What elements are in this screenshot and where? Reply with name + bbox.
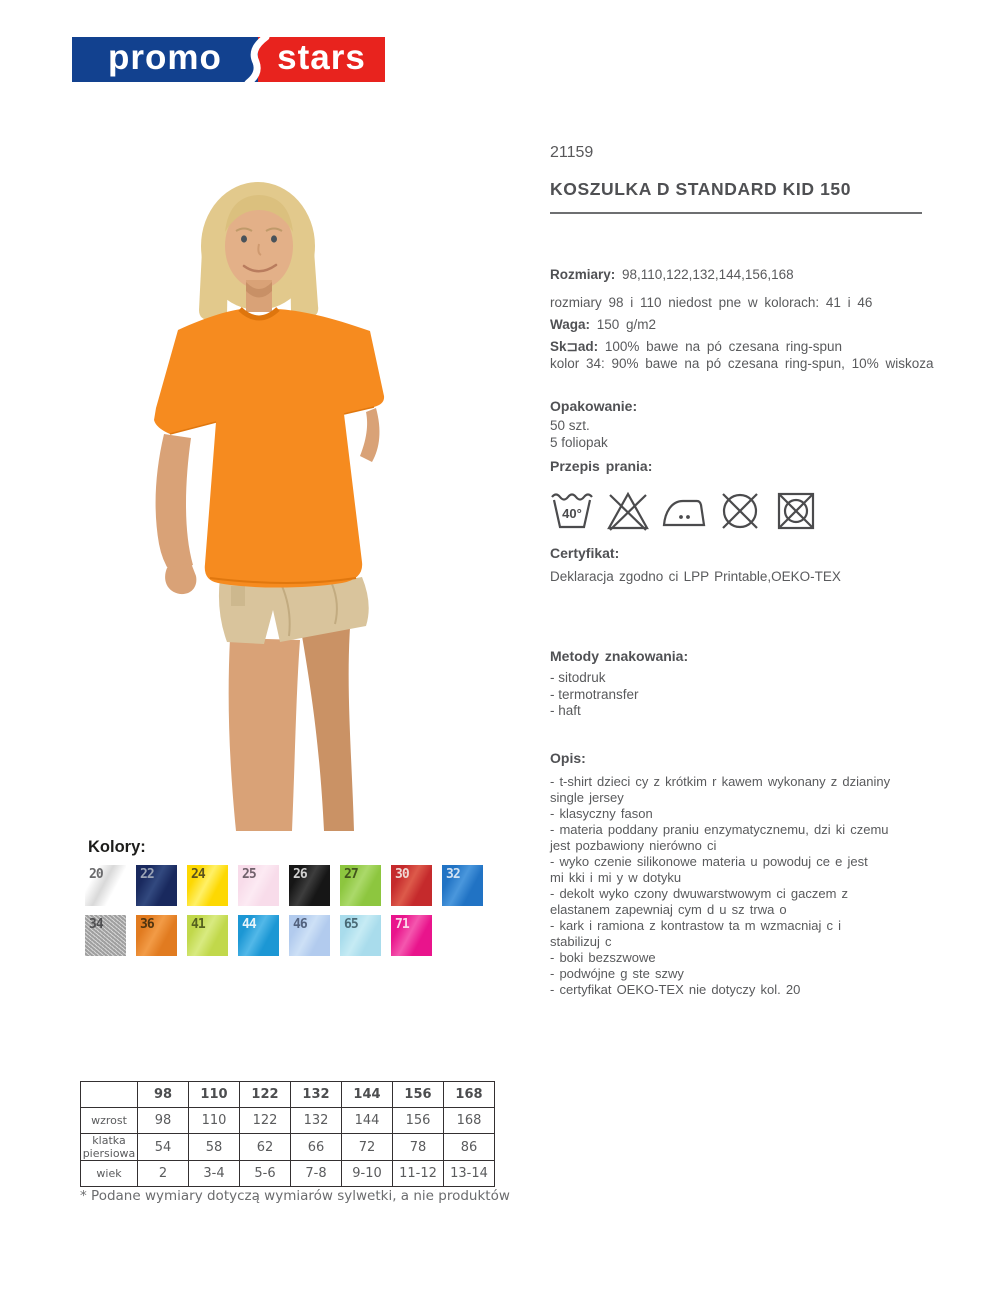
size-col-header: 132: [291, 1082, 342, 1108]
text-line: mi kki i mi y w dotyku: [550, 870, 682, 885]
metody-label: Metody znakowania:: [550, 648, 689, 664]
kolory-heading: Kolory:: [88, 838, 146, 856]
spec-waga: [550, 316, 656, 333]
do-not-bleach-icon: [605, 489, 651, 533]
spec-rozmiary-value: 98,110,122,132,144,156,168: [622, 267, 794, 282]
size-cell: 122: [240, 1108, 291, 1134]
spec-sklad-value: 100% bawe na pó czesana ring-spun: [604, 339, 842, 354]
color-swatch-44: [238, 915, 279, 956]
color-swatch-24: [187, 865, 228, 906]
text-line: - dekolt wyko czony dwuwarstwowym ci gaczem z: [550, 886, 849, 901]
logo-stars-segment: stars: [258, 37, 385, 82]
spec-sklad-label: Sk⊐ad:: [550, 339, 599, 354]
color-swatch-41: [187, 915, 228, 956]
color-code: 30: [395, 867, 409, 882]
product-code: 21159: [550, 144, 594, 161]
opakowanie-label: Opakowanie:: [550, 398, 638, 414]
text-line: - certyfikat OEKO-TEX nie dotyczy kol. 20: [550, 982, 801, 997]
logo-promo-segment: promo: [72, 37, 258, 82]
spec-sklad-value2: kolor 34: 90% bawe na pó czesana ring-spun, 10% wiskoza: [550, 356, 934, 371]
size-cell: 98: [138, 1108, 189, 1134]
size-col-header: 168: [444, 1082, 495, 1108]
wash-40c-icon: [549, 489, 595, 533]
text-line: - materia poddany praniu enzymatycznemu, dzi ki czemu: [550, 822, 889, 837]
color-swatch-32: [442, 865, 483, 906]
size-col-header: 144: [342, 1082, 393, 1108]
color-code: 25: [242, 867, 256, 882]
size-cell: 11-12: [393, 1161, 444, 1187]
size-cell: 62: [240, 1134, 291, 1161]
swatch-row-1: [85, 865, 483, 906]
table-row: [81, 1108, 495, 1134]
svg-text:40°: 40°: [562, 506, 582, 521]
metody-list: [550, 670, 639, 720]
opis-lines: [550, 774, 890, 998]
size-cell: 54: [138, 1134, 189, 1161]
size-col-header: 156: [393, 1082, 444, 1108]
color-code: 46: [293, 917, 307, 932]
color-code: 44: [242, 917, 256, 932]
color-code: 32: [446, 867, 460, 882]
opakowanie-lines: [550, 418, 608, 451]
text-line: - boki bezszwowe: [550, 950, 656, 965]
size-cell: 144: [342, 1108, 393, 1134]
text-line: single jersey: [550, 790, 624, 805]
size-cell: 9-10: [342, 1161, 393, 1187]
size-cell: 78: [393, 1134, 444, 1161]
text-line: - wyko czenie silikonowe materia u powoduj ce e jest: [550, 854, 868, 869]
color-code: 24: [191, 867, 205, 882]
size-cell: 2: [138, 1161, 189, 1187]
size-row-label: klatka piersiowa: [81, 1134, 138, 1161]
size-cell: 168: [444, 1108, 495, 1134]
color-code: 22: [140, 867, 154, 882]
title-divider: [550, 212, 922, 214]
spec-rozmiary: [550, 266, 794, 283]
color-swatch-25: [238, 865, 279, 906]
text-line: - t-shirt dzieci cy z krótkim r kawem wykonany z dzianiny: [550, 774, 891, 789]
color-swatch-65: [340, 915, 381, 956]
przepis-prania-label: Przepis prania:: [550, 458, 653, 474]
size-col-header: 110: [189, 1082, 240, 1108]
size-row-label: wiek: [81, 1161, 138, 1187]
swatch-row-2: [85, 915, 432, 956]
iron-medium-icon: [661, 489, 707, 533]
table-row: [81, 1134, 495, 1161]
table-footnote: * Podane wymiary dotyczą wymiarów sylwetki, a nie produktów: [80, 1188, 510, 1204]
text-line: elastanem zapewniaj cym d u sz trwa o: [550, 902, 787, 917]
color-code: 34: [89, 917, 103, 932]
text-line: - podwójne g ste szwy: [550, 966, 684, 981]
spec-waga-value: 150 g/m2: [596, 317, 657, 332]
color-swatch-36: [136, 915, 177, 956]
size-cell: 110: [189, 1108, 240, 1134]
spec-sklad: [550, 338, 933, 372]
text-line: 5 foliopak: [550, 434, 608, 450]
do-not-tumble-dry-icon: [773, 489, 819, 533]
color-code: 36: [140, 917, 154, 932]
size-cell: 5-6: [240, 1161, 291, 1187]
text-line: - termotransfer: [550, 686, 639, 702]
product-title: KOSZULKA D STANDARD KID 150: [550, 179, 852, 199]
size-cell: 72: [342, 1134, 393, 1161]
size-cell: 132: [291, 1108, 342, 1134]
size-cell: 66: [291, 1134, 342, 1161]
spec-rozmiary-label: Rozmiary:: [550, 267, 616, 282]
text-line: jest pozbawiony nierówno ci: [550, 838, 717, 853]
color-swatch-26: [289, 865, 330, 906]
color-code: 26: [293, 867, 307, 882]
product-photo: [130, 180, 465, 832]
size-col-header: 122: [240, 1082, 291, 1108]
spec-waga-label: Waga:: [550, 317, 590, 332]
size-table: [80, 1081, 495, 1187]
color-swatch-71: [391, 915, 432, 956]
size-col-header: 98: [138, 1082, 189, 1108]
color-code: 71: [395, 917, 409, 932]
color-code: 41: [191, 917, 205, 932]
size-cell: 86: [444, 1134, 495, 1161]
color-swatch-27: [340, 865, 381, 906]
text-line: - sitodruk: [550, 670, 606, 685]
size-cell: 58: [189, 1134, 240, 1161]
size-cell: 7-8: [291, 1161, 342, 1187]
color-code: 65: [344, 917, 358, 932]
text-line: stabilizuj c: [550, 934, 612, 949]
certyfikat-value: Deklaracja zgodno ci LPP Printable,OEKO-TEX: [550, 569, 841, 584]
table-corner-cell: [81, 1082, 138, 1108]
certyfikat-label: Certyfikat:: [550, 545, 620, 561]
color-swatch-20: [85, 865, 126, 906]
size-cell: 3-4: [189, 1161, 240, 1187]
logo-slash-icon: [242, 34, 274, 86]
size-cell: 13-14: [444, 1161, 495, 1187]
brand-logo: [72, 37, 385, 82]
wash-symbols: [549, 489, 819, 533]
text-line: - haft: [550, 703, 581, 718]
color-code: 27: [344, 867, 358, 882]
child-photo-illustration: [130, 180, 465, 832]
opis-label: Opis:: [550, 750, 586, 766]
color-swatch-34: [85, 915, 126, 956]
color-swatch-22: [136, 865, 177, 906]
color-swatch-46: [289, 915, 330, 956]
color-code: 20: [89, 867, 103, 882]
text-line: - klasyczny fason: [550, 806, 653, 821]
text-line: - kark i ramiona z kontrastow ta m wzmacniaj c i: [550, 918, 841, 933]
size-row-label: wzrost: [81, 1108, 138, 1134]
spec-availability-note: rozmiary 98 i 110 niedost pne w kolorach: 41 i 46: [550, 295, 873, 310]
color-swatch-30: [391, 865, 432, 906]
table-row: [81, 1161, 495, 1187]
text-line: 50 szt.: [550, 418, 590, 433]
do-not-dry-clean-icon: [717, 489, 763, 533]
size-cell: 156: [393, 1108, 444, 1134]
